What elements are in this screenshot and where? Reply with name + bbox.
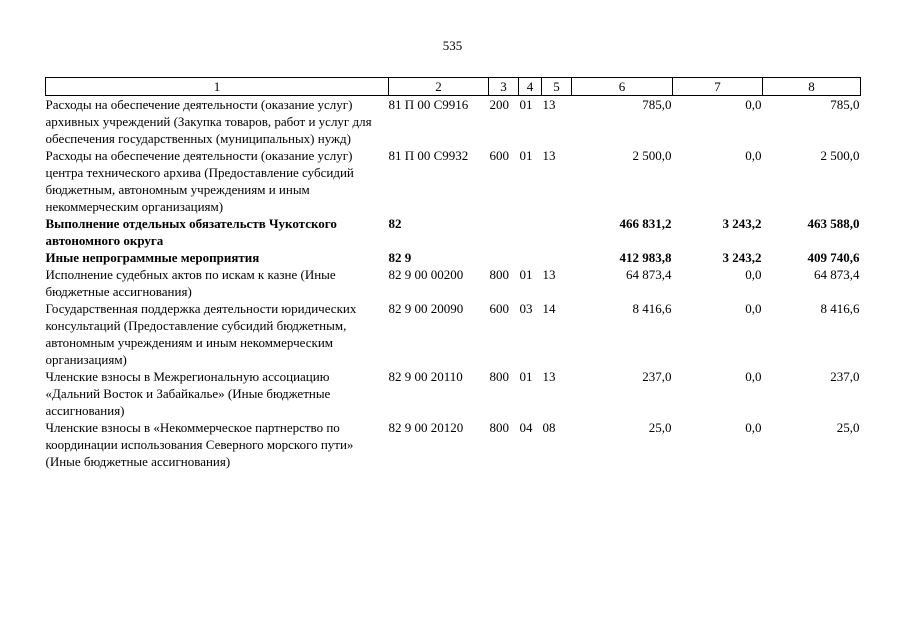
- row-col3: 800: [489, 267, 509, 282]
- row-col5: 08: [542, 420, 556, 435]
- row-col3: 600: [489, 148, 509, 163]
- row-col6: 466 831,2: [619, 216, 672, 231]
- row-col8: 8 416,6: [820, 301, 860, 316]
- row-col5: [542, 215, 572, 249]
- row-col4: 03: [519, 301, 533, 316]
- row-col8: 2 500,0: [820, 148, 860, 163]
- budget-table: [45, 77, 861, 470]
- row-name: Расходы на обеспечение деятельности (оказание услуг) архивных учреждений (Закупка товаров, работ и услуг для обеспечения государственных (муниципальных) нужд): [45, 97, 372, 146]
- row-col4: 01: [519, 97, 533, 112]
- row-col7: 0,0: [745, 97, 762, 112]
- row-name: Выполнение отдельных обязательств Чукотского автономного округа: [45, 216, 337, 248]
- row-code: 82 9: [388, 250, 412, 265]
- column-header: 3: [489, 78, 519, 96]
- table-row: [46, 215, 861, 249]
- row-col4: 01: [519, 148, 533, 163]
- row-code: 81 П 00 С9916: [388, 97, 469, 112]
- row-col4: 01: [519, 369, 533, 384]
- row-col6: 237,0: [642, 369, 672, 384]
- table-row: [46, 147, 861, 215]
- header-row: [46, 78, 861, 96]
- row-col6: 64 873,4: [626, 267, 672, 282]
- row-col7: 0,0: [745, 369, 762, 384]
- column-header: 2: [389, 78, 489, 96]
- table-row: [46, 96, 861, 148]
- table-row: [46, 419, 861, 470]
- row-name: Исполнение судебных актов по искам к казне (Иные бюджетные ассигнования): [45, 267, 336, 299]
- row-code: 82 9 00 20090: [388, 301, 464, 316]
- row-col6: 25,0: [648, 420, 672, 435]
- row-col4: [519, 215, 542, 249]
- row-col3: 200: [489, 97, 509, 112]
- row-col7: 0,0: [745, 301, 762, 316]
- row-code: 82 9 00 00200: [388, 267, 464, 282]
- column-header: 4: [519, 78, 542, 96]
- row-col6: 2 500,0: [632, 148, 672, 163]
- column-header: 7: [673, 78, 763, 96]
- column-header: 8: [763, 78, 861, 96]
- row-col4: 01: [519, 267, 533, 282]
- row-col7: 0,0: [745, 148, 762, 163]
- row-col3: 800: [489, 369, 509, 384]
- row-col7: 3 243,2: [722, 216, 762, 231]
- row-col4: 04: [519, 420, 533, 435]
- column-header: 1: [46, 78, 389, 96]
- page-number: 535: [442, 38, 463, 53]
- row-col3: 600: [489, 301, 509, 316]
- row-col8: 409 740,6: [807, 250, 860, 265]
- row-code: 81 П 00 С9932: [388, 148, 469, 163]
- row-name: Расходы на обеспечение деятельности (оказание услуг) центра технического архива (Предоставление субсидий бюджетным, автономным учреждениям и иным некоммерческим организациям): [45, 148, 354, 214]
- row-col8: 463 588,0: [807, 216, 860, 231]
- row-col3: [489, 249, 519, 266]
- row-col4: [519, 249, 542, 266]
- row-name: Иные непрограммные мероприятия: [45, 250, 260, 265]
- row-col6: 412 983,8: [619, 250, 672, 265]
- row-col7: 0,0: [745, 420, 762, 435]
- row-col8: 237,0: [830, 369, 860, 384]
- row-col8: 25,0: [836, 420, 860, 435]
- row-code: 82: [388, 216, 402, 231]
- row-col6: 8 416,6: [632, 301, 672, 316]
- table-row: [46, 266, 861, 300]
- column-header: 6: [572, 78, 673, 96]
- row-code: 82 9 00 20120: [388, 420, 464, 435]
- column-header: 5: [542, 78, 572, 96]
- row-col8: 785,0: [830, 97, 860, 112]
- row-col3: [489, 215, 519, 249]
- row-col5: 13: [542, 267, 556, 282]
- row-name: Членские взносы в Межрегиональную ассоциацию «Дальний Восток и Забайкалье» (Иные бюджетные ассигнования): [45, 369, 331, 418]
- table-row: [46, 300, 861, 368]
- table-row: [46, 368, 861, 419]
- row-col6: 785,0: [642, 97, 672, 112]
- row-col5: 13: [542, 369, 556, 384]
- row-col7: 3 243,2: [722, 250, 762, 265]
- row-col5: 13: [542, 97, 556, 112]
- row-col5: [542, 249, 572, 266]
- row-col8: 64 873,4: [814, 267, 860, 282]
- row-name: Членские взносы в «Некоммерческое партнерство по координации использования Северного морского пути» (Иные бюджетные ассигнования): [45, 420, 354, 469]
- row-code: 82 9 00 20110: [388, 369, 463, 384]
- row-col3: 800: [489, 420, 509, 435]
- row-col5: 14: [542, 301, 556, 316]
- table-row: [46, 249, 861, 266]
- row-name: Государственная поддержка деятельности юридических консультаций (Предоставление субсидий бюджетным, автономным учреждениям и иным некоммерческим организациям): [45, 301, 357, 367]
- row-col5: 13: [542, 148, 556, 163]
- row-col7: 0,0: [745, 267, 762, 282]
